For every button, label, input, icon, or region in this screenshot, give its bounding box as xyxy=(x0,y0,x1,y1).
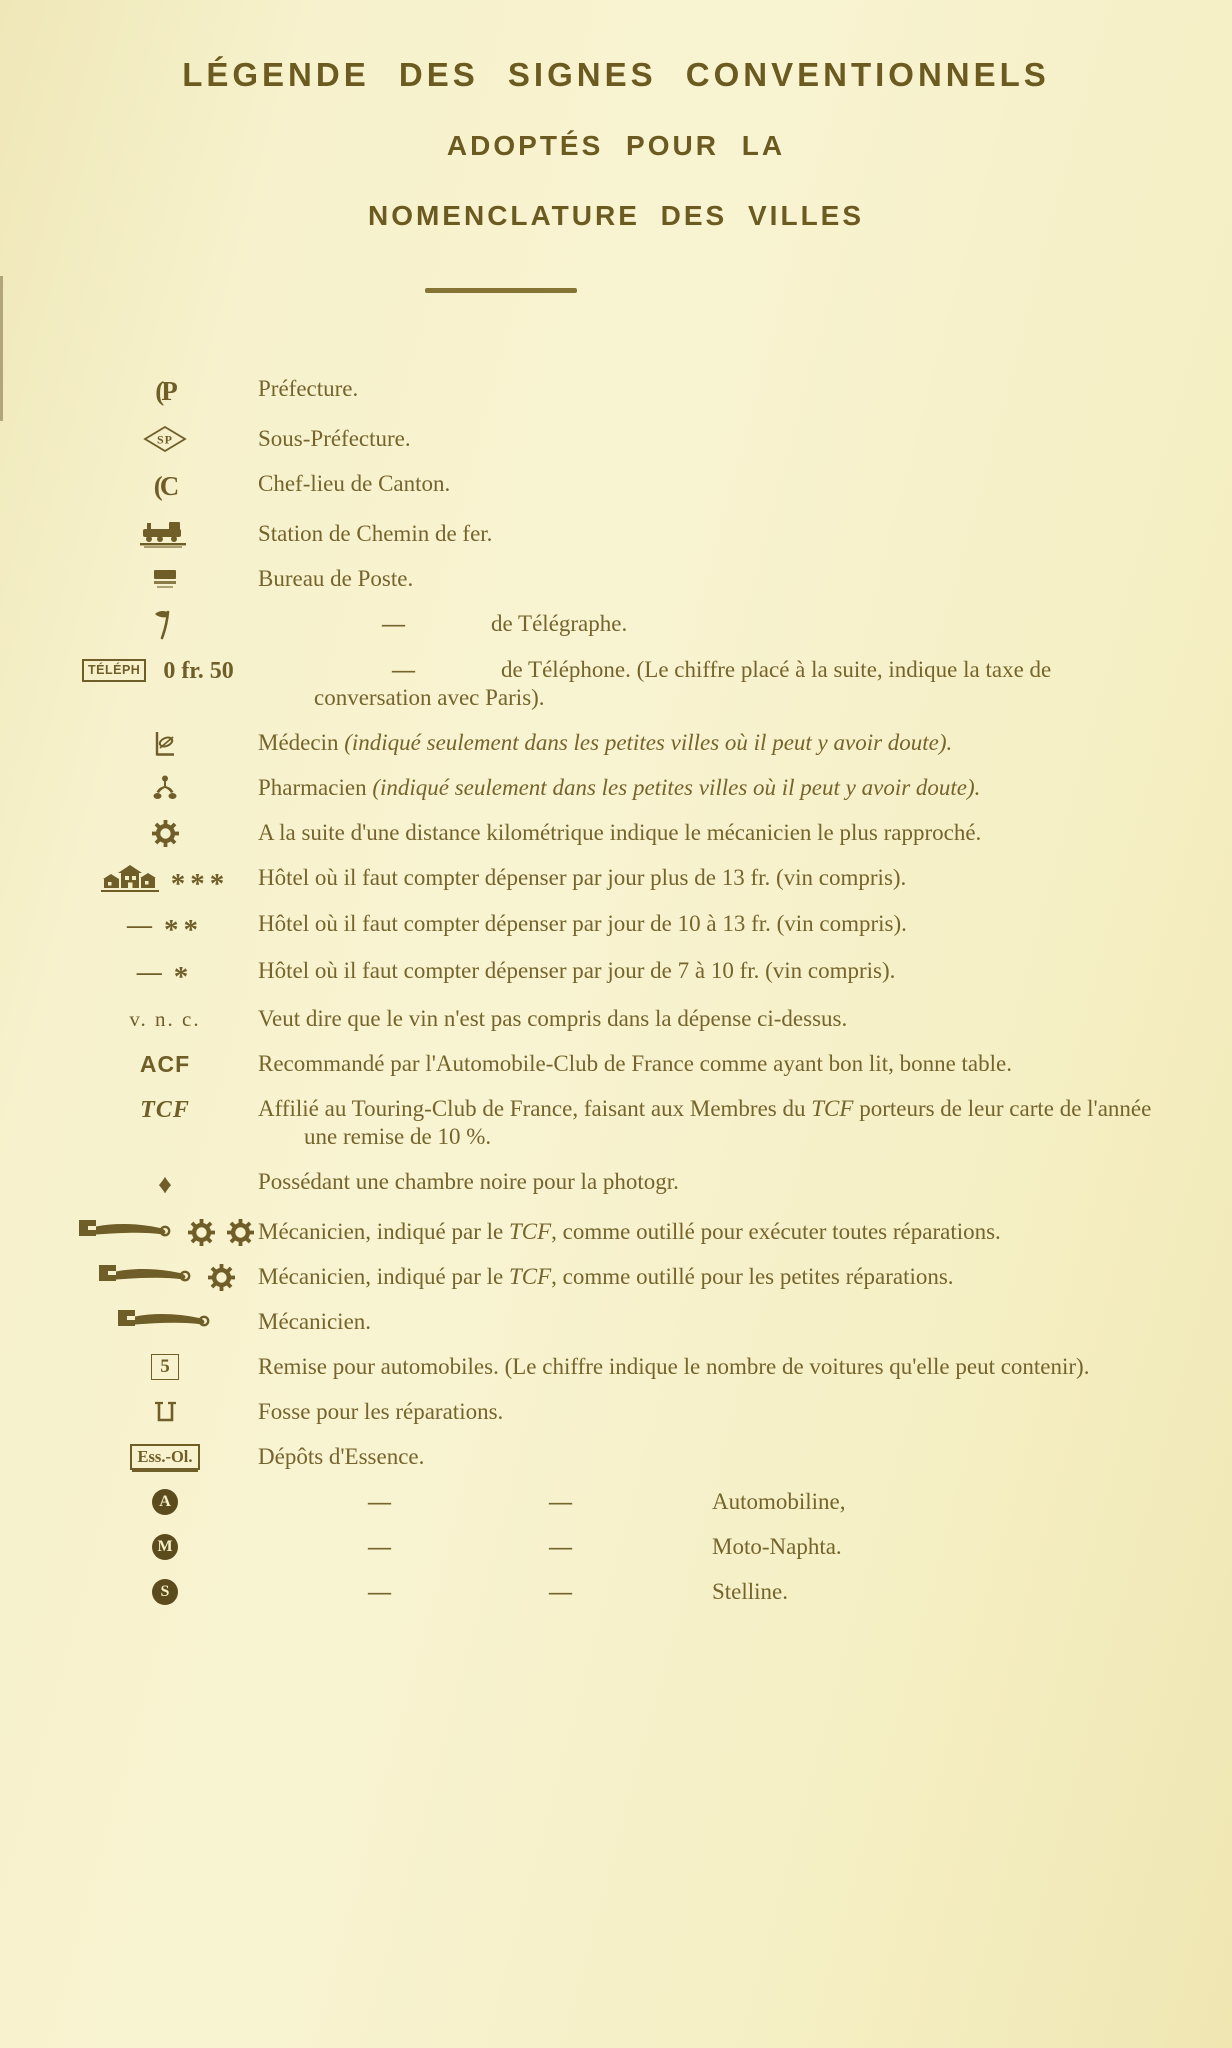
legend-text xyxy=(258,729,952,758)
page-title-line: LÉGENDE DES SIGNES CONVENTIONNELS xyxy=(182,56,1050,93)
repair-pit-icon xyxy=(72,1398,258,1427)
legend-row xyxy=(72,1578,1202,1607)
ditto-dash: — xyxy=(368,1488,391,1514)
acf-abbrev xyxy=(72,1050,258,1079)
legend-row xyxy=(72,1353,1202,1382)
gear-icon xyxy=(227,1219,254,1246)
legend-desc xyxy=(258,819,981,848)
sous-prefecture-icon xyxy=(143,426,187,452)
telephone-icon-label: TÉLÉPH xyxy=(82,659,146,682)
hotel-stars: ** xyxy=(164,914,203,947)
legend-text xyxy=(258,375,358,404)
gear-icon xyxy=(208,1264,235,1291)
legend-row xyxy=(72,729,1202,758)
ditto-dash: — xyxy=(549,1533,572,1559)
legend-desc xyxy=(258,1578,788,1607)
telegraph-flag-icon xyxy=(154,610,176,640)
legend-text xyxy=(258,565,413,594)
telegraph-flag-icon xyxy=(72,610,258,640)
legend-row xyxy=(72,425,1202,454)
legend-desc xyxy=(258,864,906,893)
legend-text xyxy=(258,1308,371,1337)
legend-row xyxy=(72,1168,1202,1202)
page-title-line: ADOPTÉS POUR LA xyxy=(446,130,786,161)
desc-part: TCF xyxy=(811,1095,854,1121)
desc-part: Affilié au Touring-Club de France, faisant aux Membres du xyxy=(258,1095,812,1121)
medecin-icon xyxy=(153,731,177,757)
ditto-dash xyxy=(72,910,258,947)
desc-part: Remise pour automobiles. (Le chiffre indique le nombre de voitures qu'elle peut contenir). xyxy=(258,1353,1090,1379)
desc-part: Possédant une chambre noire pour la photogr. xyxy=(258,1169,679,1194)
legend-row xyxy=(72,957,1202,994)
legend-text xyxy=(258,819,981,848)
legend-text xyxy=(258,910,907,939)
legend-desc xyxy=(258,1353,1089,1382)
page-edge-artifact xyxy=(0,276,3,421)
legend-row xyxy=(72,864,1202,900)
symbol-label: — xyxy=(127,912,152,939)
ditto-dash xyxy=(72,957,258,994)
vnc-abbrev xyxy=(72,1005,258,1034)
ditto-dash: — xyxy=(392,656,415,682)
mechanic-full-repairs-icon xyxy=(72,1218,258,1247)
tcf-abbrev xyxy=(72,1095,258,1125)
page-title-line: NOMENCLATURE DES VILLES xyxy=(367,200,865,231)
legend-text xyxy=(258,1578,788,1607)
darkroom-diamond-icon xyxy=(72,1168,258,1202)
legend-text xyxy=(258,1218,1001,1247)
legend-desc xyxy=(258,1398,503,1427)
legend-text xyxy=(258,774,980,803)
legend-row xyxy=(72,610,1202,640)
legend-text xyxy=(258,1443,424,1472)
stelline-icon xyxy=(72,1578,258,1607)
desc-part: Station de Chemin de fer. xyxy=(258,520,493,546)
mechanic-small-repairs-icon xyxy=(72,1263,258,1292)
prefecture-icon xyxy=(72,375,258,409)
legend-text xyxy=(258,1050,1012,1079)
ditto-dash: — xyxy=(549,1578,572,1604)
automobiline-icon xyxy=(72,1488,258,1517)
legend-list xyxy=(72,375,1202,1607)
legend-row xyxy=(72,774,1202,803)
railway-station-icon xyxy=(72,520,258,549)
legend-desc xyxy=(258,565,413,594)
telephone-icon xyxy=(72,656,268,686)
desc-part: , comme outillé pour exécuter toutes réparations. xyxy=(551,1218,1001,1244)
pharmacien-icon xyxy=(72,774,258,803)
moto-naphta-icon xyxy=(72,1533,258,1562)
canton-icon xyxy=(72,470,258,504)
desc-part: de Téléphone. (Le chiffre placé à la suite, indique la taxe de conversation avec Paris). xyxy=(314,656,1052,711)
title-divider-rule xyxy=(425,288,577,293)
legend-text xyxy=(258,1005,847,1034)
legend-text xyxy=(258,1263,954,1292)
hotel-stars: * xyxy=(173,961,194,994)
legend-row xyxy=(72,819,1202,848)
desc-part: Pharmacien xyxy=(258,775,373,800)
desc-part: Hôtel où il faut compter dépenser par jour plus de 13 fr. (vin compris). xyxy=(258,865,907,890)
desc-part: Mécanicien. xyxy=(258,1308,372,1334)
svg-text:SP: SP xyxy=(156,432,174,447)
ditto-dash: — xyxy=(368,1578,391,1604)
desc-part: Bureau de Poste. xyxy=(258,565,414,591)
legend-desc xyxy=(258,1218,1001,1247)
desc-part: Mécanicien, indiqué par le xyxy=(258,1263,509,1289)
legend-desc xyxy=(258,910,907,939)
symbol-label: — xyxy=(136,959,162,987)
desc-part: TCF xyxy=(508,1218,552,1244)
legend-row xyxy=(72,910,1202,947)
hotel-icon xyxy=(101,864,159,894)
desc-part: Mécanicien, indiqué par le xyxy=(258,1218,509,1244)
wrench-icon xyxy=(96,1264,196,1290)
wrench-icon xyxy=(76,1219,176,1245)
symbol-label: (C xyxy=(153,470,177,501)
desc-part: Veut dire que le vin n'est pas compris dans la dépense ci-dessus. xyxy=(258,1005,848,1031)
stelline-icon-letter: S xyxy=(152,1579,178,1605)
legend-desc xyxy=(258,375,358,404)
legend-desc xyxy=(258,1050,1012,1079)
desc-part: Automobiline, xyxy=(712,1488,846,1514)
legend-desc xyxy=(258,1488,846,1517)
legend-row xyxy=(72,470,1202,504)
railway-station-icon xyxy=(140,520,190,548)
symbol-label: (P xyxy=(155,376,175,406)
legend-desc xyxy=(258,774,980,803)
legend-row xyxy=(72,1488,1202,1517)
legend-text xyxy=(268,656,1168,714)
desc-part: Hôtel où il faut compter dépenser par jour de 7 à 10 fr. (vin compris). xyxy=(258,958,896,984)
garage-icon xyxy=(72,1353,258,1382)
legend-row xyxy=(72,375,1202,409)
desc-part: porteurs de leur carte de l'année une remise de 10 %. xyxy=(304,1095,1152,1150)
desc-part: (indiqué seulement dans les petites villes où il peut y avoir doute). xyxy=(372,775,981,800)
legend-desc xyxy=(258,1443,424,1472)
hotel-icon xyxy=(72,864,258,900)
symbol-label: ACF xyxy=(139,1050,191,1077)
ditto-dash: — xyxy=(549,1488,572,1514)
petrol-depot-icon-label: Ess.-Ol. xyxy=(130,1444,199,1470)
gear-icon xyxy=(72,819,258,848)
legend-text xyxy=(258,1533,842,1562)
legend-row xyxy=(72,1398,1202,1427)
symbol-label: ♦ xyxy=(158,1169,172,1199)
petrol-depot-icon xyxy=(72,1443,258,1472)
medecin-icon xyxy=(72,729,258,758)
post-office-icon xyxy=(153,569,178,589)
automobiline-icon-letter: A xyxy=(152,1489,178,1515)
desc-part: Stelline. xyxy=(712,1578,789,1604)
garage-icon-label: 5 xyxy=(151,1354,179,1380)
repair-pit-icon xyxy=(153,1400,178,1424)
legend-desc xyxy=(258,520,492,549)
gear-icon xyxy=(152,820,179,847)
desc-part: A la suite d'une distance kilométrique indique le mécanicien le plus rapproché. xyxy=(258,820,982,845)
legend-desc xyxy=(258,1168,679,1197)
legend-text xyxy=(258,520,492,549)
desc-part: , comme outillé pour les petites réparations. xyxy=(551,1263,954,1289)
legend-desc xyxy=(258,1533,842,1562)
legend-desc xyxy=(258,610,627,639)
legend-text xyxy=(258,957,895,986)
desc-part: TCF xyxy=(508,1263,552,1289)
pharmacien-icon xyxy=(151,775,179,802)
legend-row xyxy=(72,656,1202,714)
legend-desc xyxy=(258,957,895,986)
ditto-dash: — xyxy=(382,610,405,636)
legend-row xyxy=(72,1443,1202,1472)
legend-text xyxy=(258,1168,679,1197)
legend-text xyxy=(258,864,906,893)
legend-row xyxy=(72,1095,1202,1153)
page-title xyxy=(0,0,1232,232)
legend-text xyxy=(258,610,627,639)
desc-part: Fosse pour les réparations. xyxy=(258,1398,504,1424)
legend-text xyxy=(258,470,450,499)
legend-row xyxy=(72,520,1202,549)
legend-desc xyxy=(258,1005,847,1034)
legend-row xyxy=(72,1050,1202,1079)
desc-part: (indiqué seulement dans les petites villes où il peut y avoir doute). xyxy=(344,730,953,755)
legend-text xyxy=(258,1488,846,1517)
gear-icon xyxy=(188,1219,215,1246)
legend-text xyxy=(258,425,411,454)
legend-desc xyxy=(258,425,411,454)
hotel-stars: *** xyxy=(170,867,230,900)
telephone-fee-label: 0 fr. 50 xyxy=(163,657,234,684)
legend-row xyxy=(72,1308,1202,1337)
desc-part: Médecin xyxy=(258,730,345,755)
legend-desc xyxy=(268,656,1168,714)
legend-desc xyxy=(258,1095,1158,1153)
post-office-icon xyxy=(72,565,258,594)
legend-row xyxy=(72,1263,1202,1292)
legend-text xyxy=(258,1353,1089,1382)
desc-part: Sous-Préfecture. xyxy=(258,425,411,451)
desc-part: de Télégraphe. xyxy=(491,610,628,636)
desc-part: Recommandé par l'Automobile-Club de France comme ayant bon lit, bonne table. xyxy=(258,1050,1012,1076)
ditto-dash: — xyxy=(368,1533,391,1559)
wrench-icon xyxy=(115,1309,215,1335)
desc-part: Chef-lieu de Canton. xyxy=(258,470,451,496)
desc-part: Hôtel où il faut compter dépenser par jour de 10 à 13 fr. (vin compris). xyxy=(258,911,907,936)
legend-text xyxy=(258,1095,1158,1153)
legend-row xyxy=(72,565,1202,594)
legend-desc xyxy=(258,1308,371,1337)
moto-naphta-icon-letter: M xyxy=(152,1534,178,1560)
desc-part: Dépôts d'Essence. xyxy=(258,1443,425,1469)
legend-text xyxy=(258,1398,503,1427)
legend-row xyxy=(72,1005,1202,1034)
symbol-label: TCF xyxy=(140,1096,190,1123)
symbol-label: v. n. c. xyxy=(129,1006,201,1031)
legend-row xyxy=(72,1218,1202,1247)
desc-part: Préfecture. xyxy=(258,376,359,401)
desc-part: Moto-Naphta. xyxy=(712,1533,842,1559)
sous-prefecture-icon xyxy=(72,425,258,454)
legend-desc xyxy=(258,729,952,758)
legend-row xyxy=(72,1533,1202,1562)
legend-desc xyxy=(258,1263,954,1292)
legend-desc xyxy=(258,470,450,499)
mechanic-icon xyxy=(72,1308,258,1337)
